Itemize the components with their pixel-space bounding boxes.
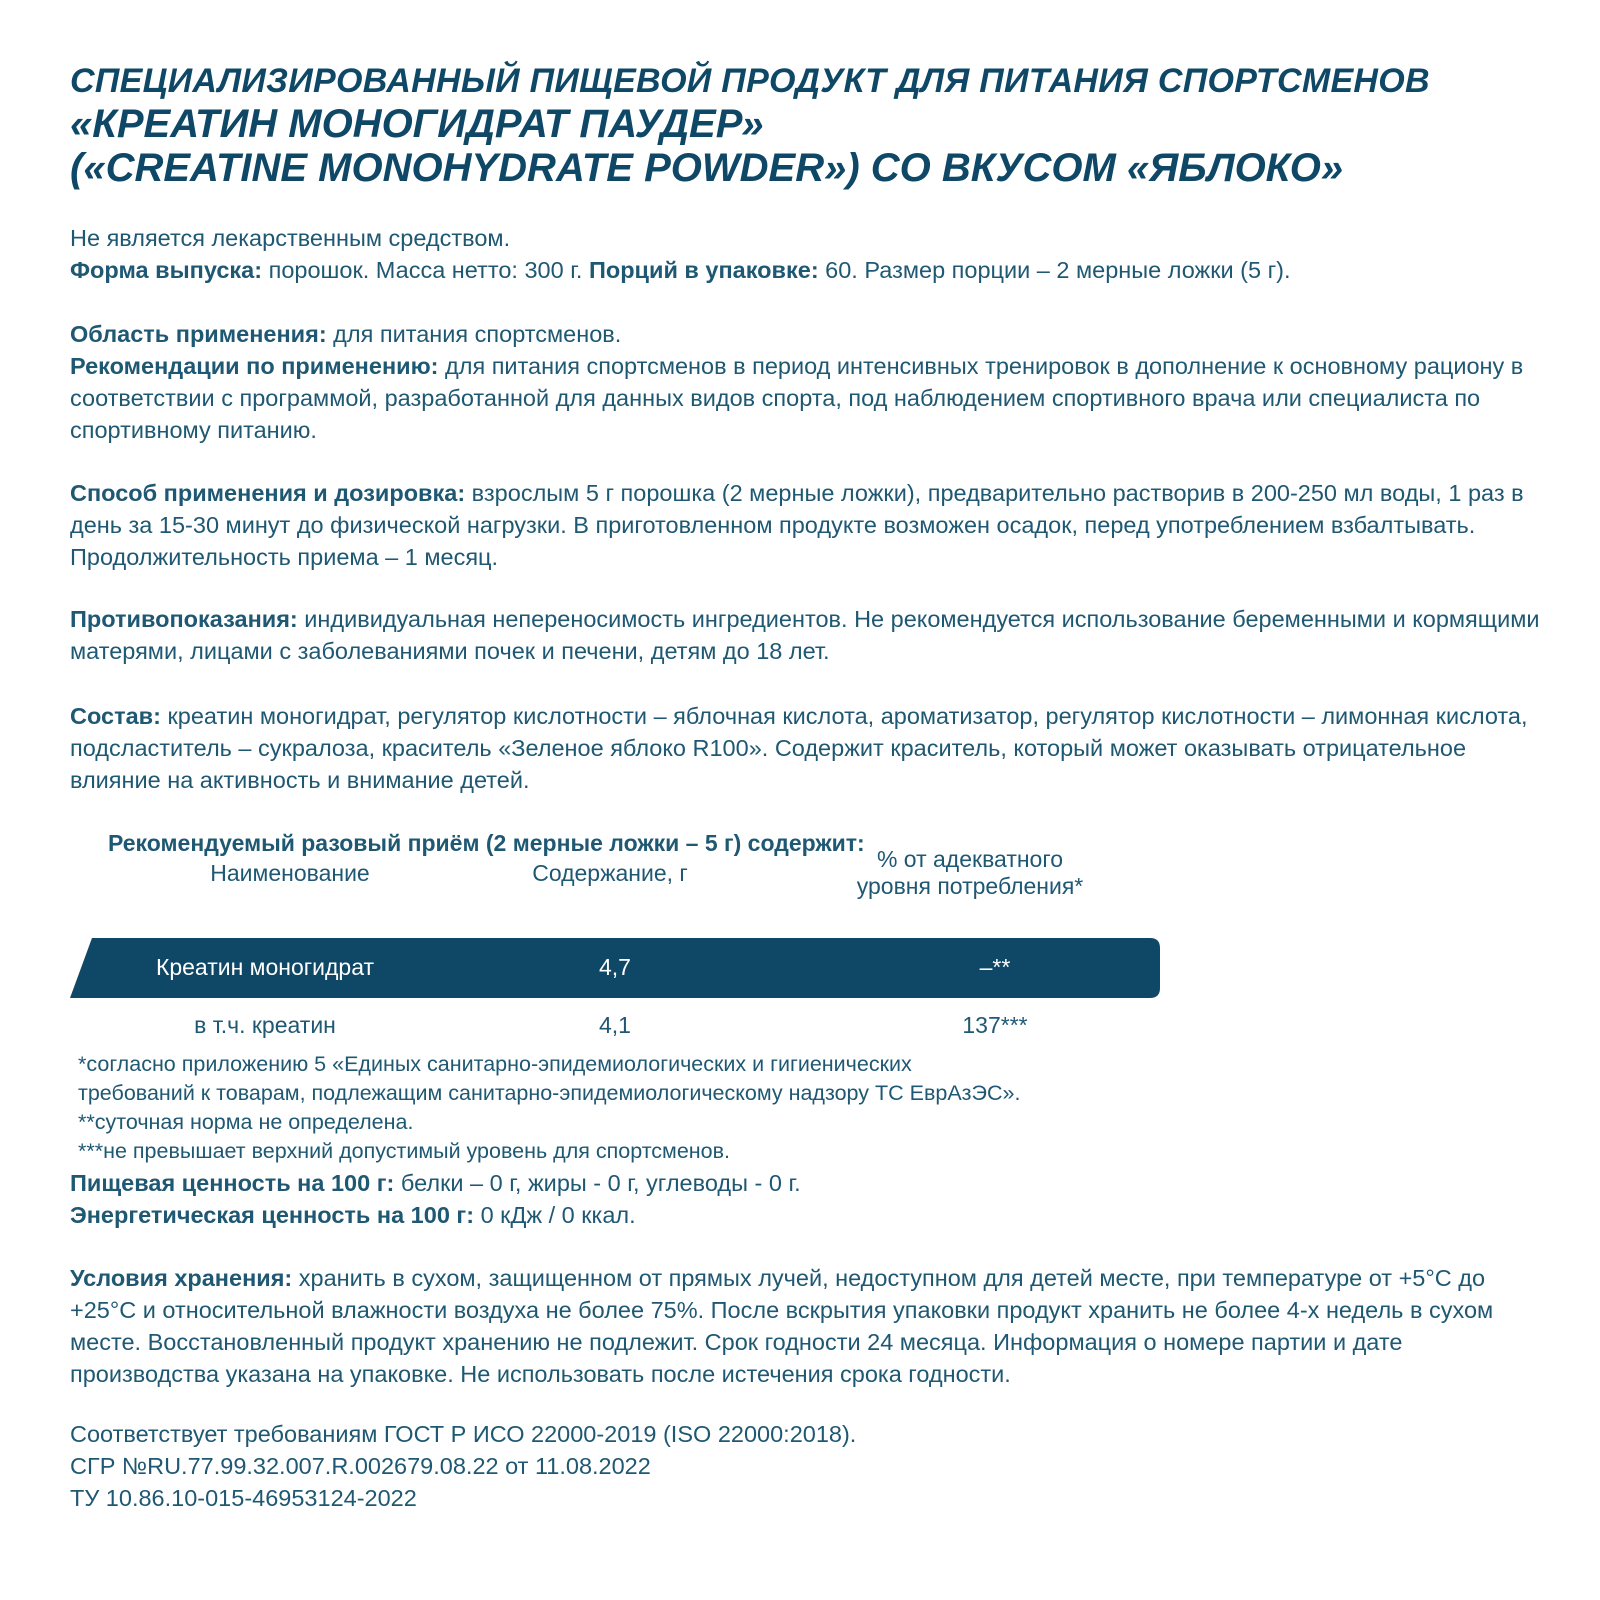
row-1-value: 4,7 bbox=[599, 954, 631, 980]
scope-text: для питания спортсменов. bbox=[326, 321, 622, 347]
contraindications-label: Противопоказания: bbox=[70, 606, 298, 632]
compliance-section bbox=[70, 1418, 1550, 1514]
header-content: Содержание, г bbox=[532, 860, 688, 886]
dosage-section bbox=[70, 477, 1550, 573]
header-percent bbox=[830, 846, 1110, 900]
footnote-1a: *согласно приложению 5 «Единых санитарно-эпидемиологических и гигиенических bbox=[78, 1052, 912, 1076]
intro-section bbox=[70, 222, 1550, 286]
storage-text: хранить в сухом, защищенном от прямых лучей, недоступном для детей месте, при температуре от +5°С до +25°С и относительной влажности воздуха не более 75%. После вскрытия упаковки продукт хранить не более 4-х недель в сухом месте. Восстановленный продукт хранению не подлежит. Срок годности 24 месяца. Информация о номере партии и дате производства указана на упаковке. Не использовать после истечения срока годности. bbox=[70, 1265, 1494, 1387]
compliance-tu: ТУ 10.86.10-015-46953124-2022 bbox=[70, 1485, 417, 1511]
composition-section bbox=[70, 700, 1550, 796]
dosage-text: взрослым 5 г порошка (2 мерные ложки), предварительно растворив в 200-250 мл воды, 1 раз в день за 15-30 минут до физической нагрузки. В приготовленном продукте возможен осадок, перед употреблением взбалтывать. Продолжительность приема – 1 месяц. bbox=[70, 480, 1524, 570]
energy-label: Энергетическая ценность на 100 г: bbox=[70, 1202, 475, 1228]
composition-text: креатин моногидрат, регулятор кислотности – яблочная кислота, ароматизатор, регулятор кислотности – лимонная кислота, подсластитель – сукралоза, краситель «Зеленое яблоко R100». Содержит краситель, который может оказывать отрицательное влияние на активность и внимание детей. bbox=[70, 703, 1528, 793]
row-1-name: Креатин моногидрат bbox=[155, 954, 375, 980]
energy-text: 0 кДж / 0 ккал. bbox=[474, 1202, 636, 1228]
not-medicine-text: Не является лекарственным средством. bbox=[70, 225, 511, 251]
recommendations-label: Рекомендации по применению: bbox=[70, 353, 439, 379]
scope-label: Область применения: bbox=[70, 321, 327, 347]
row-2-value: 4,1 bbox=[599, 1012, 631, 1038]
form-label: Форма выпуска: bbox=[70, 257, 263, 283]
dosage-label: Способ применения и дозировка: bbox=[70, 480, 466, 506]
compliance-sgr: СГР №RU.77.99.32.007.R.002679.08.22 от 11.08.2022 bbox=[70, 1453, 651, 1479]
form-text: порошок. Масса нетто: 300 г. bbox=[262, 257, 589, 283]
header-percent-line1: % от адекватного bbox=[876, 846, 1064, 872]
storage-label: Условия хранения: bbox=[70, 1265, 293, 1291]
header-name: Наименование bbox=[210, 860, 370, 886]
nutrition-section bbox=[70, 1167, 1550, 1231]
nutrition-label: Пищевая ценность на 100 г: bbox=[70, 1170, 395, 1196]
contraindications-text: индивидуальная непереносимость ингредиентов. Не рекомендуется использование беременными и кормящими матерями, лицами с заболеваниями почек и печени, детям до 18 лет. bbox=[70, 606, 1540, 664]
row-1-percent: –** bbox=[979, 954, 1011, 980]
header-percent-line2: уровня потребления* bbox=[856, 873, 1084, 899]
storage-section bbox=[70, 1262, 1550, 1390]
row-2-name: в т.ч. креатин bbox=[194, 1012, 336, 1038]
table-title: Рекомендуемый разовый приём (2 мерные ложки – 5 г) содержит: bbox=[108, 830, 865, 856]
footnote-1b: требований к товарам, подлежащим санитарно-эпидемиологическому надзору ТС ЕврАзЭС». bbox=[78, 1081, 1021, 1105]
compliance-gost: Соответствует требованиям ГОСТ Р ИСО 22000-2019 (ISO 22000:2018). bbox=[70, 1421, 857, 1447]
product-title bbox=[70, 62, 1550, 190]
scope-section bbox=[70, 318, 1550, 446]
composition-label: Состав: bbox=[70, 703, 161, 729]
footnotes bbox=[78, 1050, 1178, 1166]
footnote-2: **суточная норма не определена. bbox=[78, 1110, 414, 1134]
nutrition-text: белки – 0 г, жиры - 0 г, углеводы - 0 г. bbox=[394, 1170, 801, 1196]
portions-label: Порций в упаковке: bbox=[588, 257, 819, 283]
title-line-2: «КРЕАТИН МОНОГИДРАТ ПАУДЕР» bbox=[70, 102, 764, 146]
row-2-percent: 137*** bbox=[962, 1012, 1028, 1038]
title-line-1: СПЕЦИАЛИЗИРОВАННЫЙ ПИЩЕВОЙ ПРОДУКТ ДЛЯ ПИТАНИЯ СПОРТСМЕНОВ bbox=[70, 62, 1430, 100]
footnote-3: ***не превышает верхний допустимый уровень для спортсменов. bbox=[78, 1139, 731, 1163]
contraindications-section bbox=[70, 603, 1550, 667]
title-line-3: («CREATINE MONOHYDRATE POWDER») СО ВКУСОМ «ЯБЛОКО» bbox=[70, 146, 1344, 190]
recommendations-text: для питания спортсменов в период интенсивных тренировок в дополнение к основному рациону в соответствии с программой, разработанной для данных видов спорта, под наблюдением спортивного врача или специалиста по спортивному питанию. bbox=[70, 353, 1524, 443]
portions-text: 60. Размер порции – 2 мерные ложки (5 г). bbox=[818, 257, 1291, 283]
